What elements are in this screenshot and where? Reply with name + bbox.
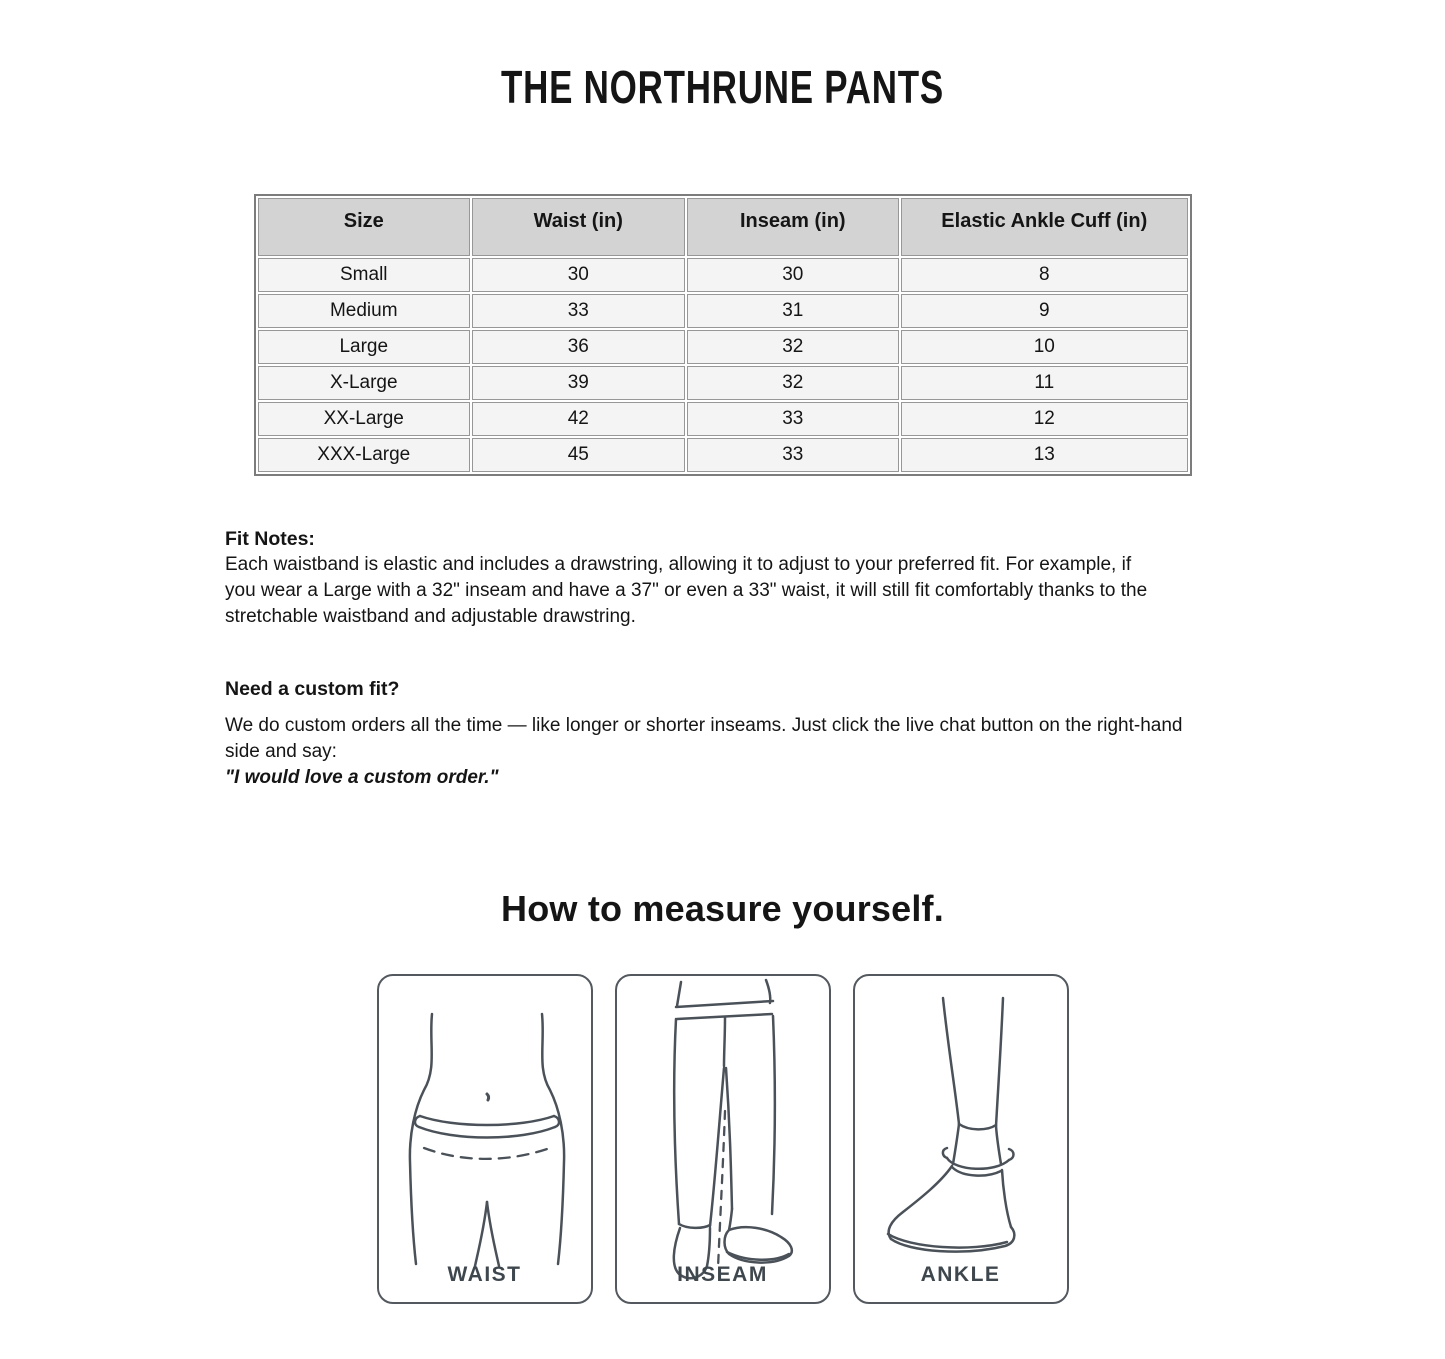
measure-card-waist — [377, 974, 593, 1304]
size-table-cell: 30 — [472, 258, 685, 292]
size-table-cell: Medium — [258, 294, 471, 328]
custom-fit-heading: Need a custom fit? — [225, 678, 400, 700]
measure-cards — [0, 974, 1445, 1359]
column-header: Inseam (in) — [687, 198, 900, 256]
measure-card-label-waist: WAIST — [447, 1263, 522, 1286]
size-table-cell: XXX-Large — [258, 438, 471, 472]
notes-column — [225, 526, 1215, 791]
size-table-cell: 45 — [472, 438, 685, 472]
ankle-illustration-icon — [855, 976, 1071, 1306]
size-table-row — [258, 402, 1188, 436]
size-table-cell: 11 — [901, 366, 1187, 400]
size-table-cell: 30 — [687, 258, 900, 292]
measure-heading: How to measure yourself. — [501, 888, 944, 929]
size-table-cell: 12 — [901, 402, 1187, 436]
custom-fit-body: We do custom orders all the time — like longer or shorter inseams. Just click the live chat button on the right-hand side and say: — [225, 715, 1183, 762]
size-table-row — [258, 294, 1188, 328]
size-table-cell: 33 — [687, 402, 900, 436]
fit-notes-section — [225, 526, 1215, 630]
size-table-cell: 32 — [687, 330, 900, 364]
waist-illustration-icon — [379, 976, 595, 1306]
inseam-illustration-icon — [617, 976, 833, 1306]
size-chart-header-row — [258, 198, 1188, 256]
column-header: Waist (in) — [472, 198, 685, 256]
measure-card-ankle — [853, 974, 1069, 1304]
page-title-text: THE NORTHRUNE PANTS — [500, 61, 945, 113]
column-header: Size — [258, 198, 471, 256]
page-title — [0, 61, 1445, 113]
size-chart-table — [254, 194, 1192, 476]
size-table-cell: Large — [258, 330, 471, 364]
custom-fit-section — [225, 676, 1215, 791]
size-table-row — [258, 438, 1188, 472]
size-table-cell: 8 — [901, 258, 1187, 292]
size-table-row — [258, 330, 1188, 364]
size-table-row — [258, 366, 1188, 400]
size-table-cell: 10 — [901, 330, 1187, 364]
custom-fit-quote: "I would love a custom order." — [225, 767, 499, 788]
measure-card-inseam — [615, 974, 831, 1304]
size-table-cell: 39 — [472, 366, 685, 400]
size-table-cell: Small — [258, 258, 471, 292]
size-table-cell: X-Large — [258, 366, 471, 400]
size-table-cell: XX-Large — [258, 402, 471, 436]
size-table-cell: 42 — [472, 402, 685, 436]
size-table-cell: 31 — [687, 294, 900, 328]
size-table-cell: 13 — [901, 438, 1187, 472]
measure-card-label-ankle: ANKLE — [920, 1263, 1001, 1286]
size-table-cell: 36 — [472, 330, 685, 364]
size-table-cell: 33 — [687, 438, 900, 472]
size-table-cell: 33 — [472, 294, 685, 328]
size-table-row — [258, 258, 1188, 292]
measure-card-label-inseam: INSEAM — [677, 1263, 768, 1286]
column-header: Elastic Ankle Cuff (in) — [901, 198, 1187, 256]
fit-notes-body: Each waistband is elastic and includes a drawstring, allowing it to adjust to your preferred fit. For example, if you wear a Large with a 32" inseam and have a 37" or even a 33" waist, it will still fit comfortably thanks to the stretchable waistband and adjustable drawstring. — [225, 554, 1148, 627]
fit-notes-heading: Fit Notes: — [225, 528, 315, 550]
size-table-cell: 9 — [901, 294, 1187, 328]
size-table-cell: 32 — [687, 366, 900, 400]
